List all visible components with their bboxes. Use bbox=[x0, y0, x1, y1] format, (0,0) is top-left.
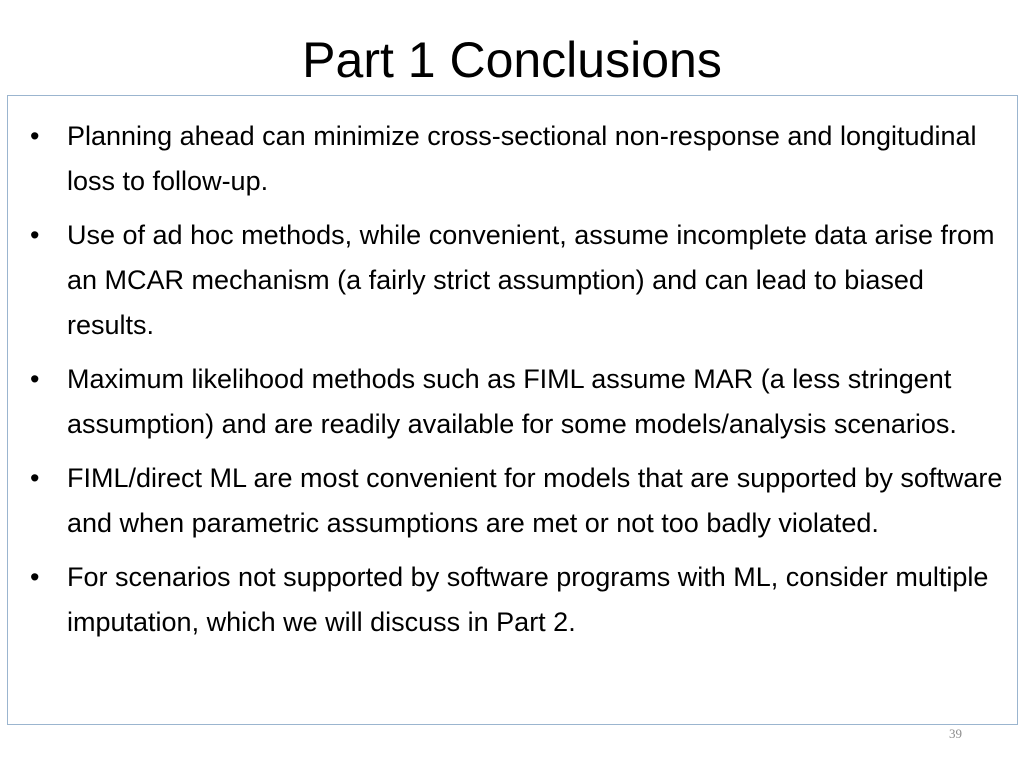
bullet-text: Use of ad hoc methods, while convenient, assume incomplete data arise from an MCAR mechanism (a fairly strict assumption) and can lead to biased results. bbox=[67, 220, 995, 340]
bullet-dot-icon: • bbox=[30, 463, 40, 493]
bullet-dot-icon: • bbox=[30, 562, 40, 592]
bullet-dot-icon: • bbox=[30, 220, 40, 250]
bullet-item bbox=[28, 456, 1008, 546]
bullet-text: Maximum likelihood methods such as FIML assume MAR (a less stringent assumption) and are readily available for some models/analysis scenarios. bbox=[67, 364, 957, 439]
bullet-item bbox=[28, 114, 1008, 204]
bullet-item bbox=[28, 555, 1008, 645]
bullet-item bbox=[28, 213, 1008, 348]
bullet-text: Planning ahead can minimize cross-sectional non-response and longitudinal loss to follow-up. bbox=[67, 121, 977, 196]
slide-title: Part 1 Conclusions bbox=[302, 32, 722, 88]
slide-number: 39 bbox=[949, 726, 962, 741]
bullet-text: FIML/direct ML are most convenient for models that are supported by software and when parametric assumptions are met or not too badly violated. bbox=[67, 463, 1003, 538]
bullet-text: For scenarios not supported by software programs with ML, consider multiple imputation, which we will discuss in Part 2. bbox=[67, 562, 989, 637]
bullet-item bbox=[28, 357, 1008, 447]
bullet-list bbox=[28, 114, 1008, 654]
bullet-dot-icon: • bbox=[30, 364, 40, 394]
content-box bbox=[7, 95, 1018, 725]
bullet-dot-icon: • bbox=[30, 121, 40, 151]
